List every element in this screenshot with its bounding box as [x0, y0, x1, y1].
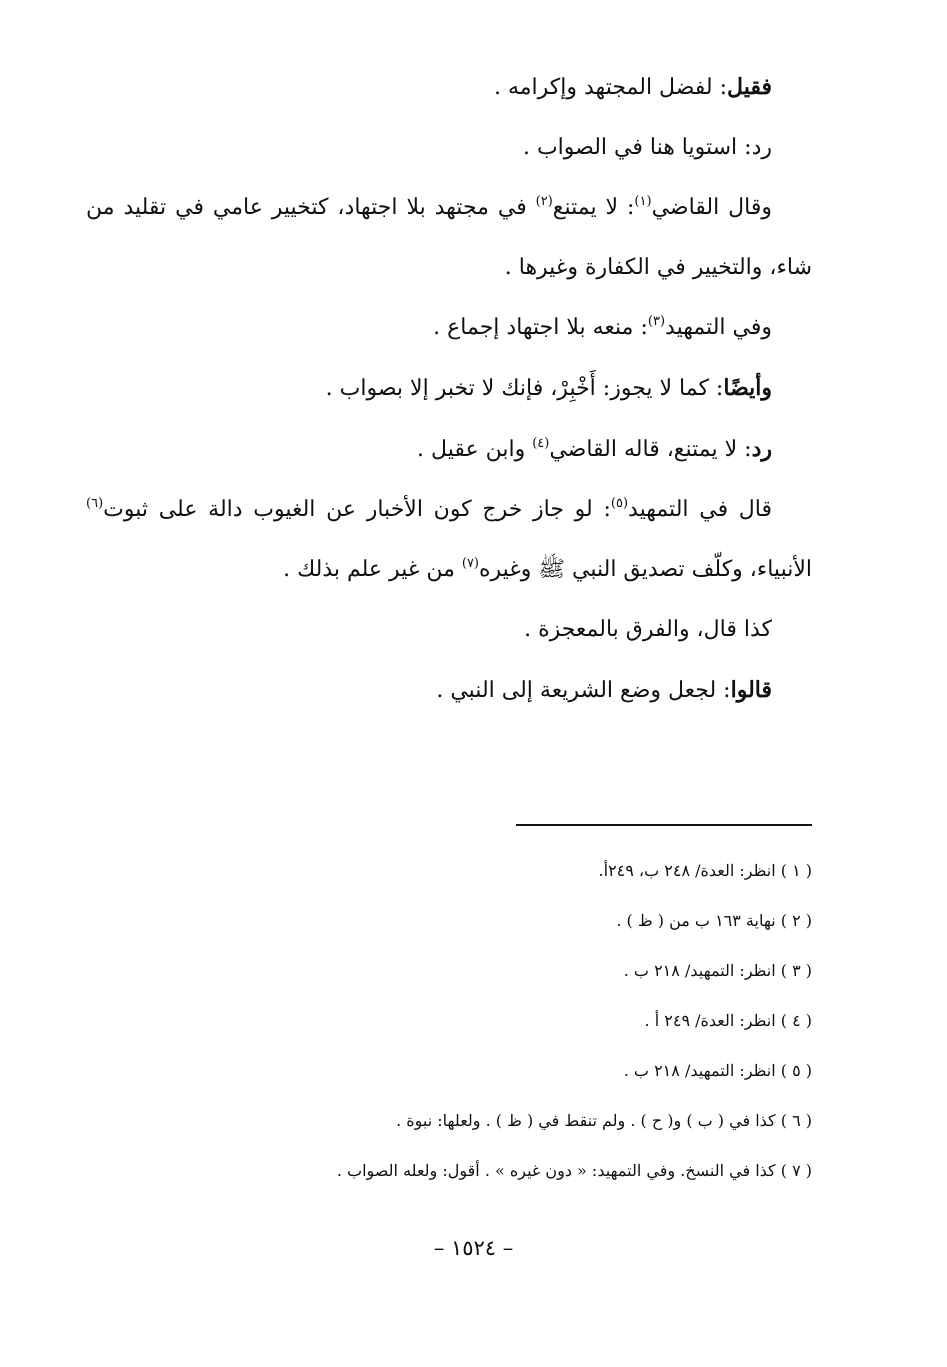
paragraph-2: رد: استويا هنا في الصواب . [522, 135, 772, 160]
lead-word: رد [751, 436, 772, 462]
paragraph-6: رد: لا يمتنع، قاله القاضي$^{(٤)}$ وابن عقيل . [417, 436, 772, 462]
footnote-separator [516, 824, 812, 826]
footnote-5: ( ٥ ) انظر: التمهيد/ ٢١٨ ب . [623, 1061, 812, 1080]
lead-word: قالوا [730, 677, 772, 703]
page-number: – ١٥٢٤ – [433, 1236, 514, 1260]
paragraph-1: فقيل: لفضل المجتهد وإكرامه . [493, 74, 772, 100]
footnote-6: ( ٦ ) كذا في ( ب ) و( ح ) . ولم تنقط في ( ظ ) . ولعلها: نبوة . [396, 1111, 812, 1130]
footnote-ref: (٥) [610, 496, 629, 511]
footnote-2: ( ٢ ) نهاية ١٦٣ ب من ( ظ ) . [616, 911, 812, 930]
footnote-ref: (٧) [461, 556, 479, 571]
paragraph-4: وفي التمهيد$^{(٣)}$: منعه بلا اجتهاد إجماع . [433, 314, 772, 340]
footnote-4: ( ٤ ) انظر: العدة/ ٢٤٩ أ . [644, 1011, 812, 1030]
paragraph-5: وأيضًا: كما لا يجوز: أَخْبِرْ، فإنك لا تخبر إلا بصواب . [325, 375, 772, 401]
footnote-ref: (٤) [532, 436, 550, 451]
paragraph-8: كذا قال، والفرق بالمعجزة . [524, 617, 772, 642]
footnote-3: ( ٣ ) انظر: التمهيد/ ٢١٨ ب . [623, 961, 812, 980]
main-text [86, 57, 812, 721]
footnote-7: ( ٧ ) كذا في النسخ. وفي التمهيد: « دون غيره » . أقول: ولعله الصواب . [336, 1161, 812, 1180]
footnotes [200, 846, 812, 1196]
lead-word: وأيضًا [723, 375, 772, 401]
paragraph-7: قال في التمهيد$^{(٥)}$: لو جاز خرج كون الأخبار عن الغيوب دالة على ثبوت$^{(٦)}$ الأنبياء، وكلّف تصديق النبي ﷺ وغيره$^{(٧)}$ من غير علم بذلك . [86, 496, 812, 582]
paragraph-3: وقال القاضي$^{(١)}$: لا يمتنع$^{(٢)}$ في مجتهد بلا اجتهاد، كتخيير عامي في تقليد من شاء، والتخيير في الكفارة وغيرها . [86, 194, 812, 280]
footnote-1: ( ١ ) انظر: العدة/ ٢٤٨ ب، ٢٤٩أ. [598, 861, 812, 880]
footnote-ref: (٣) [647, 314, 666, 329]
lead-word: فقيل [727, 74, 772, 100]
paragraph-9: قالوا: لجعل وضع الشريعة إلى النبي . [436, 677, 772, 703]
footnote-ref: (٦) [86, 496, 104, 511]
footnote-ref: (٢) [535, 194, 553, 209]
footnote-ref: (١) [634, 194, 652, 209]
